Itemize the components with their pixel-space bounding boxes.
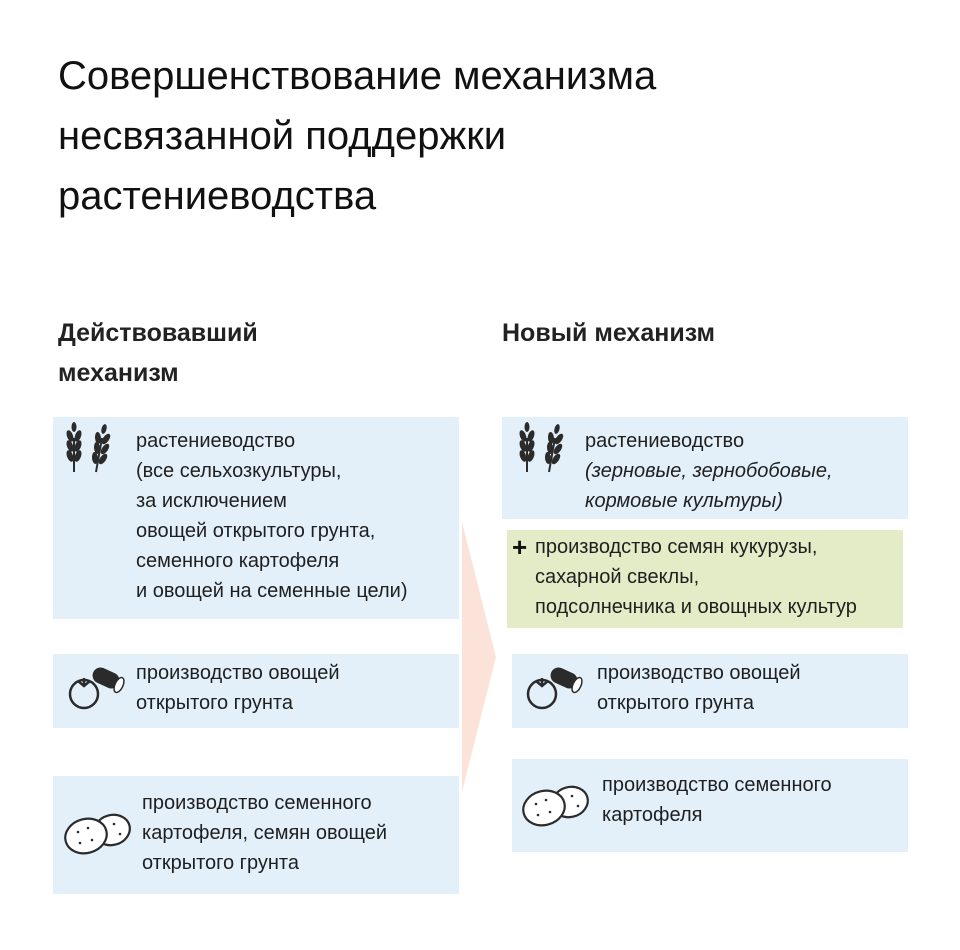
left-box2-line: производство овощей xyxy=(136,662,340,684)
right-box-new-line: сахарной свеклы, xyxy=(535,566,700,588)
potato-icon xyxy=(520,780,592,830)
right-box1-line: растениеводство xyxy=(585,430,745,452)
title-line-1: Совершенствование механизма xyxy=(58,54,657,98)
left-box1-line: за исключением xyxy=(136,490,287,512)
left-box1-line: овощей открытого грунта, xyxy=(136,520,376,542)
left-box3-line: производство семенного xyxy=(142,792,372,814)
right-box3-line: картофеля xyxy=(602,804,703,826)
left-box1-line: (все сельхозкультуры, xyxy=(136,460,342,482)
left-box3-text xyxy=(142,788,387,878)
right-box-new-line: производство семян кукурузы, xyxy=(535,536,818,558)
left-heading-line-2: механизм xyxy=(58,359,179,387)
potato-icon xyxy=(62,808,134,858)
left-box2-line: открытого грунта xyxy=(136,692,293,714)
right-box3-text xyxy=(602,770,832,830)
right-column-heading xyxy=(502,313,715,353)
left-box1-text xyxy=(136,426,408,606)
left-box3-line: открытого грунта xyxy=(142,852,299,874)
left-box1-line: и овощей на семенные цели) xyxy=(136,580,408,602)
left-box3-line: картофеля, семян овощей xyxy=(142,822,388,844)
title-line-3: растениеводства xyxy=(58,174,377,218)
plus-icon: + xyxy=(512,532,528,562)
right-box2-line: производство овощей xyxy=(597,662,801,684)
vegetables-icon xyxy=(522,664,584,714)
wheat-icon xyxy=(513,422,569,474)
right-box1-text xyxy=(585,426,833,516)
left-box2-text xyxy=(136,658,340,718)
left-column-heading xyxy=(58,313,258,393)
right-box3-line: производство семенного xyxy=(602,774,832,796)
right-box-new-text xyxy=(535,532,857,622)
page-title xyxy=(58,46,898,226)
vegetables-icon xyxy=(64,664,126,714)
wheat-icon xyxy=(60,422,116,474)
left-heading-line-1: Действовавший xyxy=(58,319,258,347)
transition-arrow xyxy=(462,522,498,792)
left-box1-line: растениеводство xyxy=(136,430,296,452)
right-box2-text xyxy=(597,658,801,718)
right-heading-line-1: Новый механизм xyxy=(502,319,716,347)
right-box1-line: (зерновые, зернобобовые, xyxy=(585,460,833,482)
right-box1-line: кормовые культуры) xyxy=(585,490,783,512)
right-box-new-line: подсолнечника и овощных культур xyxy=(535,596,857,618)
right-box2-line: открытого грунта xyxy=(597,692,754,714)
left-box1-line: семенного картофеля xyxy=(136,550,340,572)
title-line-2: несвязанной поддержки xyxy=(58,114,507,158)
